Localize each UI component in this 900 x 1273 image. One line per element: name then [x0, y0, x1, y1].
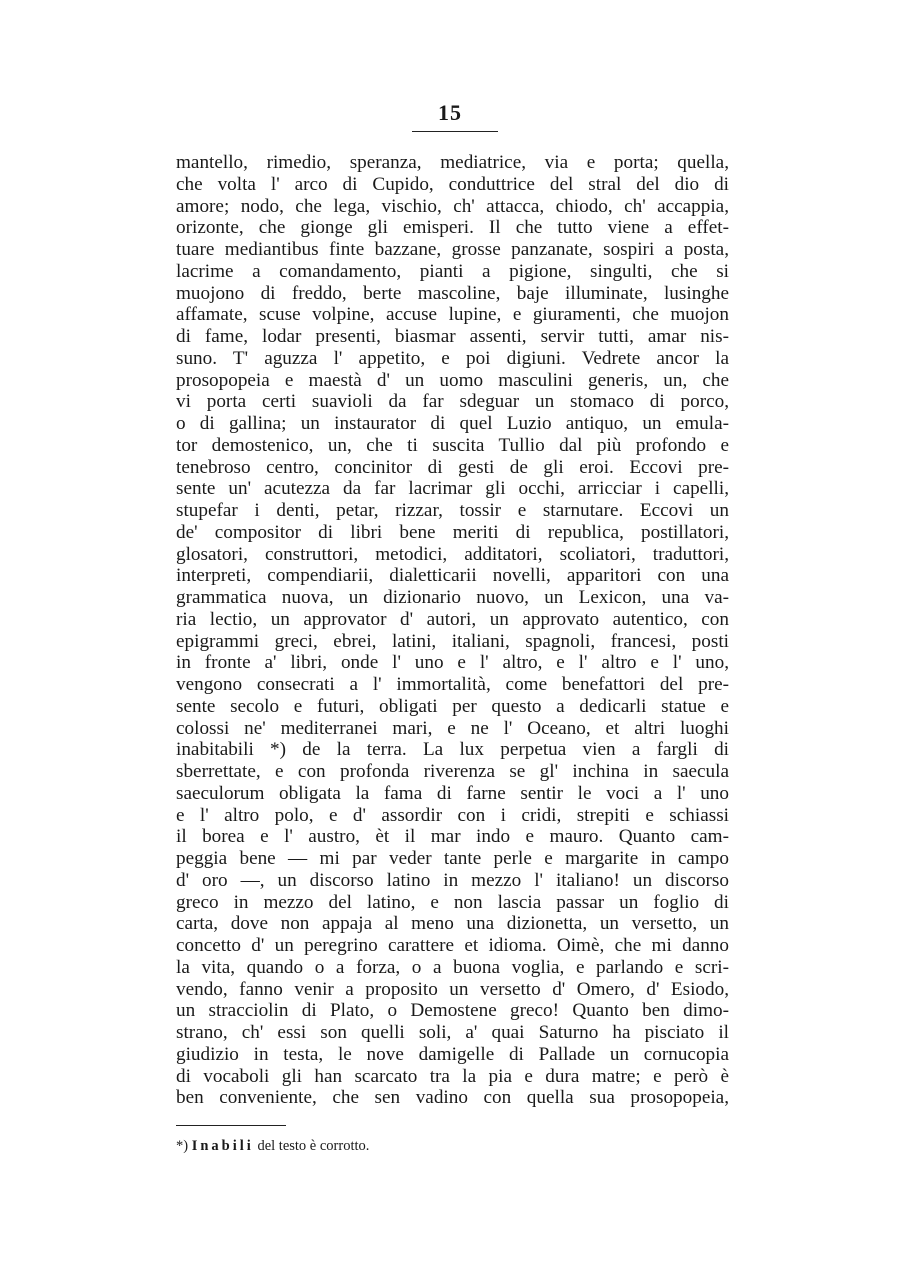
text-line: suno. T' aguzza l' appetito, e poi digiuni. Vedrete ancor la: [176, 347, 729, 369]
text-line: in fronte a' libri, onde l' uno e l' altro, e l' altro e l' uno,: [176, 652, 729, 674]
footnote-rule: [176, 1125, 286, 1126]
text-line: un stracciolin di Plato, o Demostene greco! Quanto ben dimo-: [176, 1000, 729, 1022]
text-line: che volta l' arco di Cupido, conduttrice del stral del dio di: [176, 173, 729, 195]
text-line: colossi ne' mediterranei mari, e ne l' Oceano, et altri luoghi: [176, 717, 729, 739]
text-line: greco in mezzo del latino, e non lascia passar un foglio di: [176, 891, 729, 913]
text-line: grammatica nuova, un dizionario nuovo, un Lexicon, una va-: [176, 587, 729, 608]
text-line: saeculorum obligata la fama di farne sentir le voci a l' uno: [176, 782, 729, 804]
text-line: muojono di freddo, berte mascoline, baje illuminate, lusinghe: [176, 282, 729, 304]
text-line: glosatori, construttori, metodici, additatori, scoliatori, traduttori,: [176, 543, 729, 565]
text-line: il borea e l' austro, èt il mar indo e mauro. Quanto cam-: [176, 826, 729, 848]
footnote-word: Inabili: [191, 1138, 254, 1154]
text-line: stupefar i denti, petar, rizzar, tossir e starnutare. Eccovi un: [176, 500, 729, 521]
text-line: orizonte, che gionge gli emisperi. Il che tutto viene a effet-: [176, 217, 729, 239]
text-line: concetto d' un peregrino carattere et idioma. Oimè, che mi danno: [176, 935, 729, 956]
header-rule: [412, 131, 498, 132]
text-line: vi porta certi suavioli da far sdeguar un stomaco di porco,: [176, 391, 729, 413]
text-line: e l' altro polo, e d' assordir con i cridi, strepiti e schiassi: [176, 804, 729, 826]
text-line: sberrettate, e con profonda riverenza se gl' inchina in saecula: [176, 761, 729, 782]
text-line: peggia bene — mi par veder tante perle e margarite in campo: [176, 848, 729, 869]
text-line: d' oro —, un discorso latino in mezzo l' italiano! un discorso: [176, 869, 729, 891]
text-line: vendo, fanno venir a proposito un versetto d' Omero, d' Esiodo,: [176, 978, 729, 1000]
text-line: tor demostenico, un, che ti suscita Tullio dal più profondo e: [176, 434, 729, 456]
text-line: sente un' acutezza da far lacrimar gli occhi, arricciar i capelli,: [176, 478, 729, 500]
text-line: inabitabili *) de la terra. La lux perpetua vien a fargli di: [176, 739, 729, 761]
text-line: amore; nodo, che lega, vischio, ch' attacca, chiodo, ch' accappia,: [176, 195, 729, 217]
text-line: tenebroso centro, concinitor di gesti de gli eroi. Eccovi pre-: [176, 456, 729, 478]
text-line: epigrammi greci, ebrei, latini, italiani, spagnoli, francesi, posti: [176, 630, 729, 652]
text-line: carta, dove non appaja al meno una dizionetta, un versetto, un: [176, 913, 729, 935]
text-line: la vita, quando o a forza, o a buona voglia, e parlando e scri-: [176, 956, 729, 978]
page-number: 15: [438, 100, 462, 125]
text-line: prosopopeia e maestà d' un uomo masculini generis, un, che: [176, 369, 729, 391]
text-line: giudizio in testa, le nove damigelle di Pallade un cornucopia: [176, 1043, 729, 1065]
footnote-text: del testo è corrotto.: [257, 1138, 370, 1154]
text-line: lacrime a comandamento, pianti a pigione, singulti, che si: [176, 260, 729, 282]
text-line: mantello, rimedio, speranza, mediatrice, via e porta; quella,: [176, 152, 729, 173]
text-line: di fame, lodar presenti, biasmar assenti, servir tutti, amar nis-: [176, 326, 729, 347]
body-text: [176, 152, 729, 1109]
text-line: vengono consecrati a l' immortalità, come benefattori del pre-: [176, 674, 729, 695]
text-line: ben conveniente, che sen vadino con quella sua prosopopeia,: [176, 1087, 729, 1109]
text-line: o di gallina; un instaurator di quel Luzio antiquo, un emula-: [176, 413, 729, 434]
text-line: sente secolo e futuri, obligati per questo a dedicarli statue e: [176, 695, 729, 717]
text-line: affamate, scuse volpine, accuse lupine, e giuramenti, che muojon: [176, 304, 729, 326]
footnote: [176, 1138, 576, 1155]
text-line: ria lectio, un approvator d' autori, un approvato autentico, con: [176, 608, 729, 630]
text-line: de' compositor di libri bene meriti di republica, postillatori,: [176, 521, 729, 543]
text-line: strano, ch' essi son quelli soli, a' quai Saturno ha pisciato il: [176, 1022, 729, 1043]
footnote-marker: *): [176, 1138, 189, 1154]
text-line: tuare mediantibus finte bazzane, grosse panzanate, sospiri a posta,: [176, 239, 729, 260]
text-line: interpreti, compendiarii, dialetticarii novelli, apparitori con una: [176, 565, 729, 587]
text-line: di vocaboli gli han scarcato tra la pia e dura matre; e però è: [176, 1065, 729, 1087]
